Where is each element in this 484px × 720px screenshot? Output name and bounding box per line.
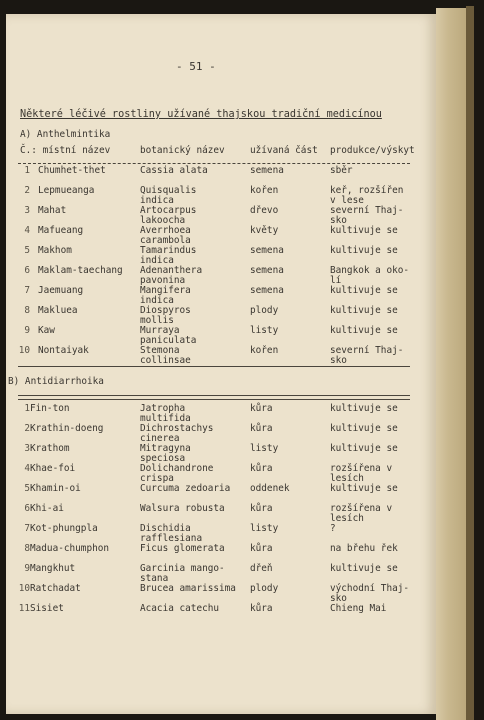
local-name: Mangkhut xyxy=(30,563,76,574)
used-part: semena xyxy=(250,285,284,296)
production: kultivuje se xyxy=(330,225,398,236)
page-number: - 51 - xyxy=(176,60,216,73)
production: sběr xyxy=(330,165,353,176)
table-a-bottom-rule xyxy=(18,366,410,367)
row-number: 4 xyxy=(24,463,30,474)
production: kultivuje se xyxy=(330,423,398,434)
used-part: květy xyxy=(250,225,279,236)
used-part: listy xyxy=(250,325,279,336)
row-number: 5 xyxy=(24,483,30,494)
local-name: Kaw xyxy=(38,325,55,336)
used-part: plody xyxy=(250,305,279,316)
local-name: Nontaiyak xyxy=(38,345,89,356)
botanical-name: Dischidia rafflesiana xyxy=(140,523,203,544)
used-part: dřevo xyxy=(250,205,279,216)
used-part: kořen xyxy=(250,185,279,196)
used-part: listy xyxy=(250,443,279,454)
production: severní Thaj- sko xyxy=(330,345,404,366)
botanical-name: Tamarindus indica xyxy=(140,245,197,266)
section-b-heading: B) Antidiarrhoika xyxy=(8,376,104,387)
row-number: 1 xyxy=(24,165,30,176)
section-b-rule-1 xyxy=(18,395,410,396)
document-page xyxy=(6,14,436,714)
botanical-name: Curcuma zedoaria xyxy=(140,483,231,494)
row-number: 10 xyxy=(18,583,30,594)
local-name: Ratchadat xyxy=(30,583,81,594)
botanical-name: Jatropha multifida xyxy=(140,403,191,424)
production: kultivuje se xyxy=(330,483,398,494)
production: Chieng Mai xyxy=(330,603,387,614)
section-b-rule-2 xyxy=(18,399,410,400)
local-name: Sisiet xyxy=(30,603,64,614)
local-name: Mahat xyxy=(38,205,67,216)
botanical-name: Stemona collinsae xyxy=(140,345,191,366)
local-name: Maklam-taechang xyxy=(38,265,123,276)
header-rule xyxy=(18,163,410,164)
production: kultivuje se xyxy=(330,325,398,336)
header-botanical: botanický název xyxy=(140,145,225,156)
botanical-name: Mitragyna speciosa xyxy=(140,443,191,464)
production: keř, rozšířen v lese xyxy=(330,185,404,206)
page-stack-edge xyxy=(436,8,466,720)
local-name: Mafueang xyxy=(38,225,84,236)
botanical-name: Diospyros mollis xyxy=(140,305,191,326)
production: rozšířena v lesích xyxy=(330,503,393,524)
section-a-heading: A) Anthelmintika xyxy=(20,129,111,140)
production: rozšířena v lesích xyxy=(330,463,393,484)
botanical-name: Mangifera indica xyxy=(140,285,191,306)
production: na břehu řek xyxy=(330,543,398,554)
production: kultivuje se xyxy=(330,443,398,454)
production: ? xyxy=(330,523,336,534)
botanical-name: Dolichandrone crispa xyxy=(140,463,214,484)
used-part: dřeň xyxy=(250,563,273,574)
row-number: 9 xyxy=(24,563,30,574)
local-name: Madua-chumphon xyxy=(30,543,110,554)
used-part: kůra xyxy=(250,603,273,614)
used-part: oddenek xyxy=(250,483,290,494)
used-part: semena xyxy=(250,265,284,276)
botanical-name: Ficus glomerata xyxy=(140,543,225,554)
row-number: 4 xyxy=(24,225,30,236)
production: kultivuje se xyxy=(330,285,398,296)
local-name: Khae-foi xyxy=(30,463,76,474)
book-spine-shadow xyxy=(466,6,474,720)
row-number: 10 xyxy=(18,345,30,356)
production: kultivuje se xyxy=(330,305,398,316)
botanical-name: Averrhoea carambola xyxy=(140,225,191,246)
used-part: kořen xyxy=(250,345,279,356)
local-name: Kot-phungpla xyxy=(30,523,98,534)
used-part: kůra xyxy=(250,503,273,514)
header-product: produkce/výskyt xyxy=(330,145,415,156)
local-name: Lepmueanga xyxy=(38,185,95,196)
row-number: 2 xyxy=(24,185,30,196)
botanical-name: Artocarpus lakoocha xyxy=(140,205,197,226)
used-part: kůra xyxy=(250,423,273,434)
row-number: 7 xyxy=(24,523,30,534)
local-name: Krathin-doeng xyxy=(30,423,104,434)
row-number: 5 xyxy=(24,245,30,256)
production: kultivuje se xyxy=(330,563,398,574)
local-name: Jaemuang xyxy=(38,285,84,296)
header-num-local: Č.: místní název xyxy=(20,145,111,156)
row-number: 6 xyxy=(24,265,30,276)
used-part: plody xyxy=(250,583,279,594)
local-name: Krathom xyxy=(30,443,70,454)
local-name: Fin-ton xyxy=(30,403,70,414)
production: kultivuje se xyxy=(330,245,398,256)
row-number: 8 xyxy=(24,543,30,554)
row-number: 3 xyxy=(24,205,30,216)
botanical-name: Acacia catechu xyxy=(140,603,220,614)
local-name: Makhom xyxy=(38,245,72,256)
botanical-name: Garcinia mango- stana xyxy=(140,563,225,584)
used-part: semena xyxy=(250,245,284,256)
row-number: 6 xyxy=(24,503,30,514)
botanical-name: Dichrostachys cinerea xyxy=(140,423,214,444)
header-part: užívaná část xyxy=(250,145,318,156)
row-number: 7 xyxy=(24,285,30,296)
local-name: Khamin-oi xyxy=(30,483,81,494)
row-number: 8 xyxy=(24,305,30,316)
local-name: Makluea xyxy=(38,305,78,316)
row-number: 3 xyxy=(24,443,30,454)
botanical-name: Walsura robusta xyxy=(140,503,225,514)
used-part: listy xyxy=(250,523,279,534)
botanical-name: Quisqualis indica xyxy=(140,185,197,206)
botanical-name: Murraya paniculata xyxy=(140,325,197,346)
used-part: kůra xyxy=(250,463,273,474)
botanical-name: Adenanthera pavonina xyxy=(140,265,203,286)
production: kultivuje se xyxy=(330,403,398,414)
botanical-name: Brucea amarissima xyxy=(140,583,236,594)
used-part: kůra xyxy=(250,543,273,554)
local-name: Khi-ai xyxy=(30,503,64,514)
document-title: Některé léčivé rostliny užívané thajskou tradiční medicínou xyxy=(20,109,382,120)
row-number: 2 xyxy=(24,423,30,434)
botanical-name: Cassia alata xyxy=(140,165,208,176)
production: severní Thaj- sko xyxy=(330,205,404,226)
local-name: Chumhet-thet xyxy=(38,165,106,176)
row-number: 1 xyxy=(24,403,30,414)
used-part: semena xyxy=(250,165,284,176)
row-number: 9 xyxy=(24,325,30,336)
used-part: kůra xyxy=(250,403,273,414)
production: Bangkok a oko- lí xyxy=(330,265,410,286)
production: východní Thaj- sko xyxy=(330,583,410,604)
row-number: 11 xyxy=(18,603,30,614)
